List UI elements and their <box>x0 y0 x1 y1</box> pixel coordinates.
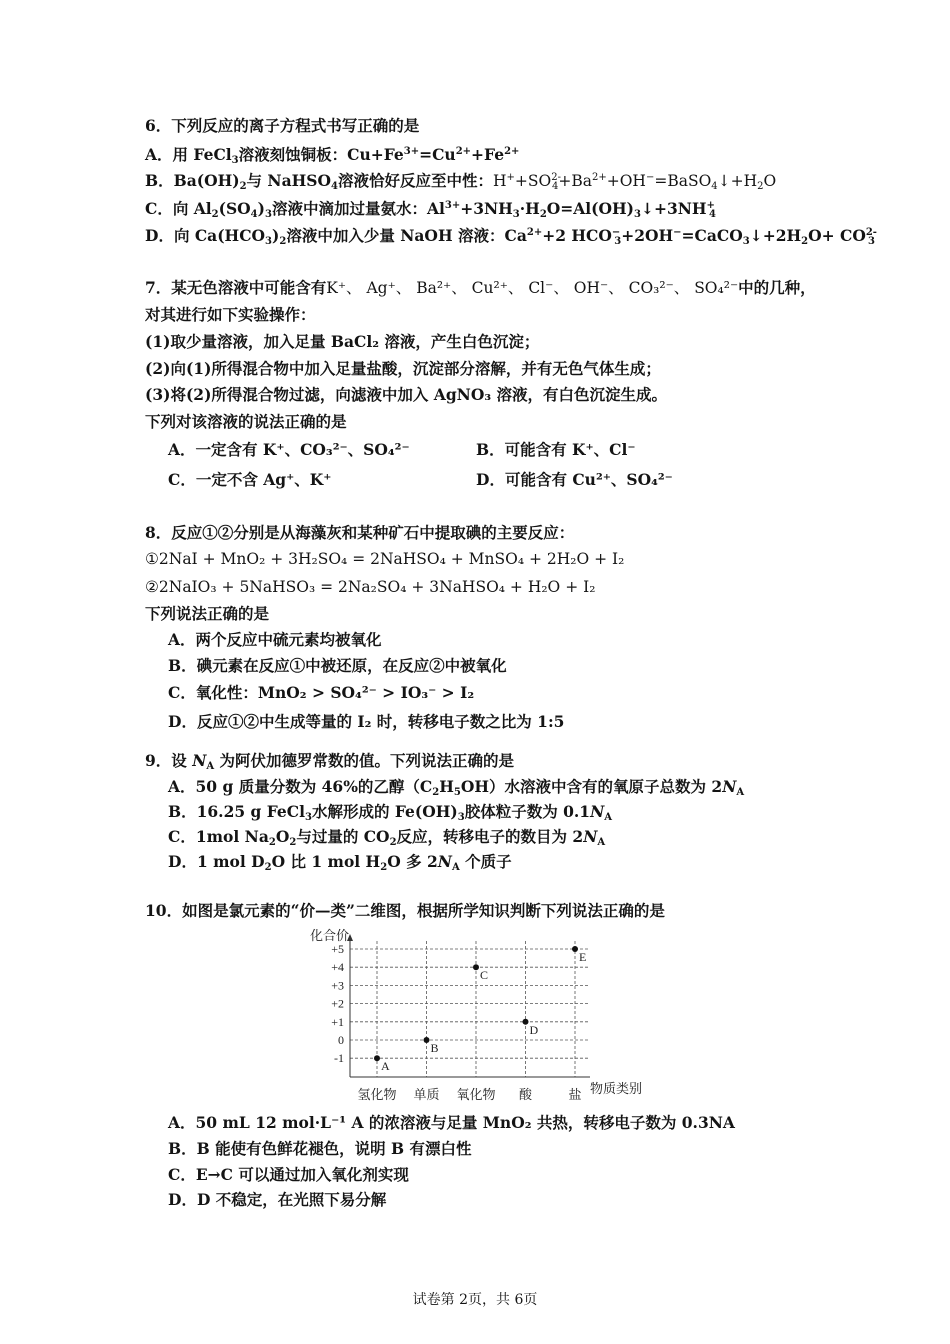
q7-stem-line2: 对其进行如下实验操作： <box>145 305 316 324</box>
valence-class-chart <box>300 925 660 1110</box>
y-tick-label: +5 <box>331 942 344 956</box>
q9-option-a: A．50 g 质量分数为 46%的乙醇$(C_2H_5OH)$水溶液中含有的氧原子总数为 $2N_A$ <box>168 777 745 798</box>
q10-stem: 10．如图是氯元素的“价—类”二维图，根据所学知识判断下列说法正确的是 <box>145 901 665 920</box>
q8-option-d: D．反应①②中生成等量的 I₂ 时，转移电子数之比为 1:5 <box>168 712 565 731</box>
chart-axes <box>331 934 590 1102</box>
point-label-D: D <box>529 1022 539 1037</box>
x-axis-label: 物质类别 <box>590 1081 643 1096</box>
q6-option-b: B．$Ba(OH)_2$与 NaHSO$_4$溶液恰好反应至中性：$H^++SO^{2-}_4+Ba^{2+}+OH^-=BaSO_4↓+H_2O$ <box>145 171 777 192</box>
point-D <box>523 1019 529 1025</box>
chart-marks <box>374 946 586 1073</box>
point-B <box>424 1037 430 1043</box>
q6-option-c: C．向 $Al_2(SO_4)_3$溶液中滴加过量氨水：$Al^{3+}+3NH_3\cdot H_2O=Al(OH)_3↓+3NH^+_4$ <box>145 199 716 220</box>
page-footer: 试卷第 2页，共 6页 <box>412 1292 538 1308</box>
q6-option-d: D．向 $Ca(HCO_3)_2$溶液中加入少量 NaOH 溶液：$Ca^{2+}+2$ $HCO^-_3+2OH^-=CaCO_3↓+2H_2O+ CO^{2-}_3$ <box>145 226 877 247</box>
y-tick-label: 0 <box>338 1033 344 1047</box>
x-tick-label: 氢化物 <box>357 1087 397 1102</box>
q9-option-d: D．1 mol $D_2O$ 比 1 mol $H_2O$ 多 $2N_A$ 个质子 <box>168 852 512 873</box>
q8-option-c: C．氧化性：MnO₂ > SO₄²⁻ > IO₃⁻ > I₂ <box>168 683 475 702</box>
x-tick-label: 盐 <box>568 1087 582 1102</box>
q8-reaction-2: ②2NaIO₃ + 5NaHSO₃ = 2Na₂SO₄ + 3NaHSO₄ + H₂O + I₂ <box>145 578 596 596</box>
q9-option-b: B．16.25 g FeCl$_3$水解形成的 $Fe(OH)_3$胶体粒子数为 $0.1N_A$ <box>168 802 612 823</box>
q7-operation-1: (1)取少量溶液，加入足量 BaCl₂ 溶液，产生白色沉淀； <box>145 332 540 351</box>
x-tick-label: 单质 <box>413 1087 440 1102</box>
q7-stem: 7．某无色溶液中可能含有K⁺、 Ag⁺、 Ba²⁺、 Cu²⁺、 Cl⁻、 OH⁻、 CO₃²⁻、 SO₄²⁻中的几种， <box>145 278 816 297</box>
y-tick-label: -1 <box>334 1051 344 1066</box>
point-label-C: C <box>480 968 489 983</box>
point-E <box>572 946 578 952</box>
q7-option-a: A．一定含有 K⁺、CO₃²⁻、SO₄²⁻ <box>168 440 410 459</box>
q10-option-b: B．B 能使有色鲜花褪色，说明 B 有漂白性 <box>168 1139 472 1158</box>
q7-option-b: B．可能含有 K⁺、Cl⁻ <box>476 440 636 459</box>
q8-option-a: A．两个反应中硫元素均被氧化 <box>168 630 382 649</box>
q8-reaction-1: ①2NaI + MnO₂ + 3H₂SO₄ = 2NaHSO₄ + MnSO₄ + 2H₂O + I₂ <box>145 550 625 568</box>
q6-option-a: A．用 FeCl$_3$溶液刻蚀铜板：$Cu+Fe^{3+}=Cu^{2+}+Fe^{2+}$ <box>145 145 520 166</box>
q8-question: 下列说法正确的是 <box>145 604 270 623</box>
point-C <box>473 964 479 970</box>
y-tick-label: +4 <box>331 960 344 975</box>
q7-operation-3: (3)将(2)所得混合物过滤，向滤液中加入 AgNO₃ 溶液，有白色沉淀生成。 <box>145 385 668 404</box>
point-label-B: B <box>430 1041 439 1055</box>
point-label-A: A <box>381 1059 390 1074</box>
y-tick-label: +3 <box>331 978 344 993</box>
point-label-E: E <box>579 950 587 964</box>
y-tick-label: +2 <box>331 996 344 1011</box>
chart-grid <box>350 941 590 1077</box>
q9-stem: 9．设 $N_A$ 为阿伏加德罗常数的值。下列说法正确的是 <box>145 751 515 772</box>
x-tick-label: 酸 <box>518 1087 533 1102</box>
q10-option-a: A．50 mL 12 mol·L⁻¹ A 的浓溶液与足量 MnO₂ 共热，转移电子数为 0.3NA <box>168 1113 735 1132</box>
q7-question: 下列对该溶液的说法正确的是 <box>145 412 347 431</box>
q6-stem: 6．下列反应的离子方程式书写正确的是 <box>145 116 420 135</box>
q10-option-c: C．E→C 可以通过加入氧化剂实现 <box>168 1165 409 1184</box>
q9-option-c: C．1mol $Na_2O_2$与过量的 $CO_2$反应，转移电子的数目为 $2N_A$ <box>168 827 606 848</box>
q7-option-d: D．可能含有 Cu²⁺、SO₄²⁻ <box>476 470 673 489</box>
q7-option-c: C．一定不含 Ag⁺、K⁺ <box>168 470 332 489</box>
q8-option-b: B．碘元素在反应①中被还原，在反应②中被氧化 <box>168 656 507 675</box>
y-axis-label: 化合价 <box>310 928 350 943</box>
q7-operation-2: (2)向(1)所得混合物中加入足量盐酸，沉淀部分溶解，并有无色气体生成； <box>145 359 661 378</box>
y-tick-label: +1 <box>331 1014 344 1029</box>
x-tick-label: 氧化物 <box>456 1087 496 1102</box>
q10-option-d: D．D 不稳定，在光照下易分解 <box>168 1190 387 1209</box>
q8-stem: 8．反应①②分别是从海藻灰和某种矿石中提取碘的主要反应： <box>145 523 575 542</box>
point-A <box>374 1055 380 1061</box>
